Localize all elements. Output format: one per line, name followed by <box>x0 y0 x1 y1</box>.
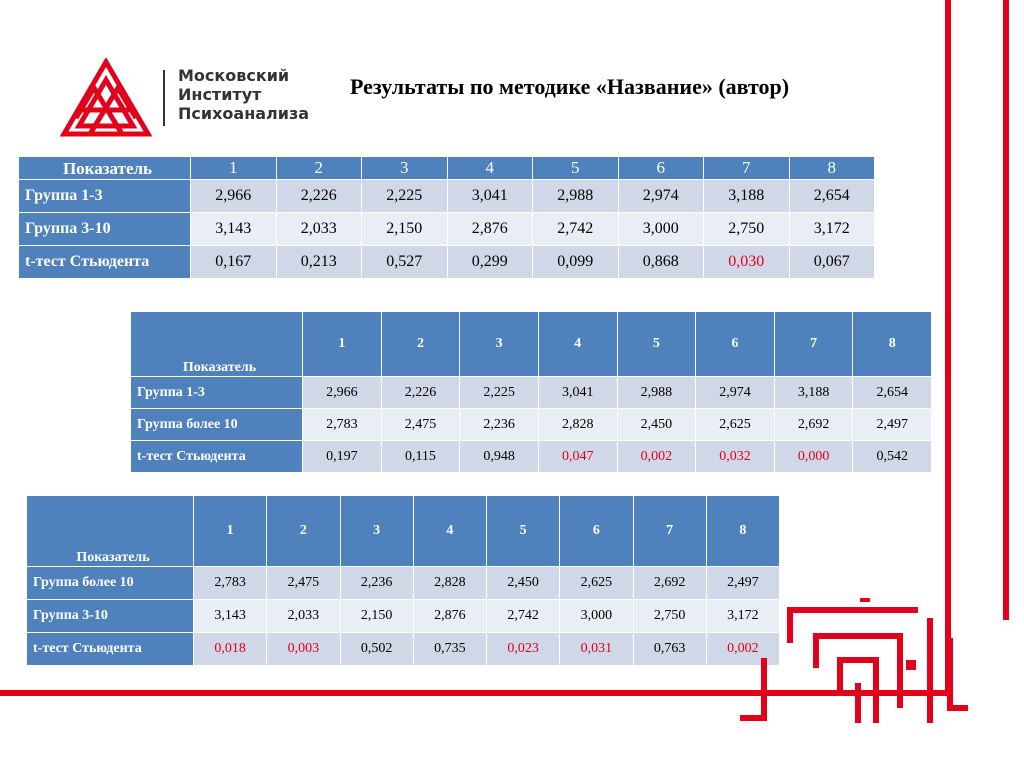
table-row <box>19 180 875 213</box>
row-label: t-тест Стьюдента <box>131 441 303 473</box>
table-cell: 2,654 <box>853 377 932 409</box>
table-cell: 2,033 <box>267 600 340 633</box>
significant-cell: 0,002 <box>706 633 779 666</box>
column-header: 5 <box>617 312 696 377</box>
table-cell: 2,876 <box>447 213 533 246</box>
logo-divider <box>163 70 165 126</box>
row-label: Группа 3-10 <box>19 213 191 246</box>
table-cell: 2,450 <box>617 409 696 441</box>
column-header: 4 <box>447 157 533 180</box>
table-cell: 2,966 <box>191 180 277 213</box>
table-cell: 2,497 <box>853 409 932 441</box>
header-label: Показатель <box>131 312 303 377</box>
table-cell: 0,868 <box>618 246 704 279</box>
table-cell: 0,213 <box>276 246 362 279</box>
table-cell: 0,542 <box>853 441 932 473</box>
column-header: 3 <box>340 496 413 567</box>
table-cell: 0,948 <box>460 441 539 473</box>
column-header: 8 <box>853 312 932 377</box>
table-cell: 2,692 <box>633 567 706 600</box>
table-cell: 3,188 <box>704 180 790 213</box>
table-cell: 2,225 <box>362 180 448 213</box>
column-header: 7 <box>774 312 853 377</box>
table-row <box>19 213 875 246</box>
table-cell: 0,735 <box>413 633 486 666</box>
table-cell: 0,067 <box>789 246 875 279</box>
table-cell: 2,750 <box>633 600 706 633</box>
table-cell: 2,475 <box>381 409 460 441</box>
header-label: Показатель <box>19 157 191 180</box>
table-cell: 2,974 <box>618 180 704 213</box>
table-cell: 3,000 <box>560 600 633 633</box>
significant-cell: 0,031 <box>560 633 633 666</box>
table-cell: 0,763 <box>633 633 706 666</box>
significant-cell: 0,002 <box>617 441 696 473</box>
column-header: 1 <box>191 157 277 180</box>
table-cell: 3,172 <box>789 213 875 246</box>
table-cell: 2,828 <box>538 409 617 441</box>
column-header: 2 <box>267 496 340 567</box>
column-header: 4 <box>538 312 617 377</box>
significant-cell: 0,023 <box>487 633 560 666</box>
column-header: 7 <box>704 157 790 180</box>
table-cell: 2,450 <box>487 567 560 600</box>
row-label: Группа более 10 <box>131 409 303 441</box>
significant-cell: 0,030 <box>704 246 790 279</box>
table-cell: 3,143 <box>191 213 277 246</box>
column-header: 2 <box>276 157 362 180</box>
institute-name-line-3: Психоанализа <box>178 104 310 123</box>
table-cell: 2,966 <box>303 377 382 409</box>
column-header: 8 <box>706 496 779 567</box>
table-cell: 2,692 <box>774 409 853 441</box>
table-row <box>131 441 932 473</box>
row-label: Группа 3-10 <box>27 600 194 633</box>
table-cell: 2,742 <box>487 600 560 633</box>
table-cell: 0,197 <box>303 441 382 473</box>
table-cell: 3,188 <box>774 377 853 409</box>
column-header: 1 <box>303 312 382 377</box>
table-row <box>27 600 780 633</box>
table-cell: 3,000 <box>618 213 704 246</box>
table-cell: 2,974 <box>696 377 775 409</box>
table-cell: 2,150 <box>362 213 448 246</box>
table-row <box>19 246 875 279</box>
institute-name-line-1: Московский <box>178 66 290 85</box>
significant-cell: 0,047 <box>538 441 617 473</box>
column-header: 6 <box>696 312 775 377</box>
significant-cell: 0,003 <box>267 633 340 666</box>
table-cell: 2,150 <box>340 600 413 633</box>
table-cell: 3,143 <box>194 600 267 633</box>
table-cell: 3,172 <box>706 600 779 633</box>
table-cell: 2,625 <box>696 409 775 441</box>
column-header: 8 <box>789 157 875 180</box>
table-cell: 2,497 <box>706 567 779 600</box>
institute-name-line-2: Институт <box>178 85 262 104</box>
table-cell: 2,654 <box>789 180 875 213</box>
table-cell: 2,236 <box>460 409 539 441</box>
table-cell: 3,041 <box>538 377 617 409</box>
table-cell: 2,750 <box>704 213 790 246</box>
column-header: 4 <box>413 496 486 567</box>
decorative-pattern-icon <box>740 598 970 728</box>
column-header: 3 <box>362 157 448 180</box>
slide-title: Результаты по методике «Название» (автор) <box>350 74 790 99</box>
row-label: Группа более 10 <box>27 567 194 600</box>
table-cell: 2,988 <box>533 180 619 213</box>
table-row <box>27 633 780 666</box>
table-cell: 2,625 <box>560 567 633 600</box>
row-label: Группа 1-3 <box>131 377 303 409</box>
red-frame-vertical-line <box>945 0 951 696</box>
column-header: 6 <box>560 496 633 567</box>
table-cell: 2,033 <box>276 213 362 246</box>
significant-cell: 0,018 <box>194 633 267 666</box>
column-header: 2 <box>381 312 460 377</box>
column-header: 6 <box>618 157 704 180</box>
table-cell: 2,783 <box>194 567 267 600</box>
table-cell: 0,167 <box>191 246 277 279</box>
red-frame-outer-line <box>1003 0 1009 620</box>
table-row <box>131 377 932 409</box>
table-row <box>27 567 780 600</box>
table-cell: 3,041 <box>447 180 533 213</box>
header-label: Показатель <box>27 496 194 567</box>
column-header: 5 <box>487 496 560 567</box>
results-table-3 <box>26 495 780 666</box>
significant-cell: 0,032 <box>696 441 775 473</box>
institute-logo-icon <box>60 58 152 138</box>
results-table-2 <box>130 311 932 473</box>
table-cell: 0,115 <box>381 441 460 473</box>
table-cell: 2,988 <box>617 377 696 409</box>
column-header: 1 <box>194 496 267 567</box>
table-cell: 2,225 <box>460 377 539 409</box>
row-label: t-тест Стьюдента <box>19 246 191 279</box>
column-header: 5 <box>533 157 619 180</box>
table-cell: 2,828 <box>413 567 486 600</box>
row-label: Группа 1-3 <box>19 180 191 213</box>
table-cell: 0,299 <box>447 246 533 279</box>
table-cell: 2,783 <box>303 409 382 441</box>
institute-name <box>178 66 309 123</box>
table-cell: 2,226 <box>381 377 460 409</box>
row-label: t-тест Стьюдента <box>27 633 194 666</box>
table-row <box>131 409 932 441</box>
column-header: 7 <box>633 496 706 567</box>
table-cell: 0,502 <box>340 633 413 666</box>
table-cell: 2,876 <box>413 600 486 633</box>
results-table-1 <box>18 156 875 279</box>
table-cell: 2,742 <box>533 213 619 246</box>
table-cell: 0,099 <box>533 246 619 279</box>
significant-cell: 0,000 <box>774 441 853 473</box>
table-cell: 2,236 <box>340 567 413 600</box>
table-cell: 2,226 <box>276 180 362 213</box>
table-cell: 0,527 <box>362 246 448 279</box>
table-cell: 2,475 <box>267 567 340 600</box>
column-header: 3 <box>460 312 539 377</box>
